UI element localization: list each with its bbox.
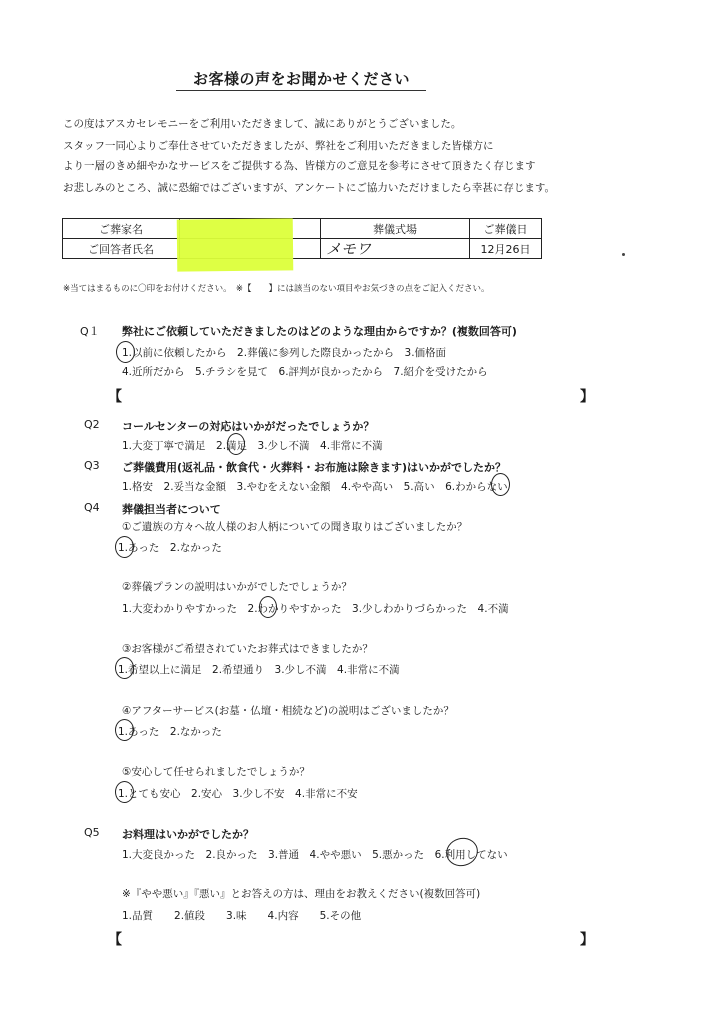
info-table [62, 218, 542, 259]
q4-sub5-answer-circle [115, 781, 134, 803]
q1-bracket-close: 】 [580, 389, 594, 405]
q1-answer-circle [116, 341, 135, 363]
q1-bracket-open: 【 [108, 389, 122, 405]
intro-line-4: お悲しみのところ、誠に恐縮ではございますが、アンケートにご協力いただけましたら幸甚に存じます。 [63, 182, 556, 194]
intro-line-1: この度はアスカセレモニーをご利用いただきまして、誠にありがとうございました。 [63, 118, 462, 130]
q2-options[interactable]: 1.大変丁寧で満足 2.満足 3.少し不満 4.非常に不満 [122, 440, 383, 452]
q1-options-line1[interactable]: 1.以前に依頼したから 2.葬儀に参列した際良かったから 3.価格面 [122, 347, 447, 359]
q4-sub4-question: ④アフターサービス(お墓・仏壇・相続など)の説明はございましたか？ [122, 705, 454, 717]
q4-sub5-question: ⑤安心して任せられましたでしょうか？ [122, 766, 310, 778]
q3-answer-circle [491, 473, 510, 496]
q4-sub3-question: ③お客様がご希望されていたお葬式はできましたか？ [122, 643, 373, 655]
q5-number: Q5 [84, 826, 100, 839]
q3-question: ご葬儀費用(返礼品・飲食代・火葬料・お布施は除きます)はいかがでしたか？ [122, 461, 507, 474]
intro-line-3: より一層のきめ細やかなサービスをご提供する為、皆様方のご意見を参考にさせて頂きたく存じます [63, 160, 536, 172]
q4-question: 葬儀担当者について [122, 503, 221, 516]
q4-sub1-answer-circle [115, 536, 134, 558]
q4-sub3-options[interactable]: 1.希望以上に満足 2.希望通り 3.少し不満 4.非常に不満 [118, 664, 400, 676]
q1-options-line2[interactable]: 4.近所だから 5.チラシを見て 6.評判が良かったから 7.紹介を受けたから [122, 366, 488, 378]
title-underline [176, 90, 426, 91]
q5-bracket-open: 【 [108, 932, 122, 948]
page-title: お客様の声をお聞かせください [193, 70, 411, 88]
venue-label: 葬儀式場 [321, 219, 470, 239]
scan-speck [622, 253, 625, 256]
q5-answer-circle [443, 834, 481, 869]
q5-reason-options[interactable]: 1.品質 2.値段 3.味 4.内容 5.その他 [122, 910, 362, 922]
q5-reason-prompt: ※『やや悪い』『悪い』とお答えの方は、理由をお教えください(複数回答可) [122, 888, 481, 900]
q4-sub4-answer-circle [115, 719, 134, 741]
highlighter-redaction [177, 218, 294, 271]
q4-number: Q4 [84, 501, 100, 514]
q4-sub1-question: ①ご遺族の方々へ故人様のお人柄についての聞き取りはございましたか？ [122, 521, 468, 533]
date-value[interactable]: 12月26日 [470, 239, 542, 259]
q4-sub2-options[interactable]: 1.大変わかりやすかった 2.わかりやすかった 3.少しわかりづらかった 4.不満 [122, 603, 509, 615]
intro-line-2: スタッフ一同心よりご奉仕させていただきましたが、弊社をご利用いただきました皆様方に [63, 140, 494, 152]
q4-sub2-question: ②葬儀プランの説明はいかがでしたでしょうか？ [122, 581, 352, 593]
q4-sub5-options[interactable]: 1.とても安心 2.安心 3.少し不安 4.非常に不安 [118, 788, 358, 800]
respondent-label: ご回答者氏名 [63, 239, 180, 259]
instruction-note: ※当てはまるものに〇印をお付けください。 ※【 】には該当のない項目やお気づきの点をご記入ください。 [63, 284, 490, 294]
q5-options[interactable]: 1.大変良かった 2.良かった 3.普通 4.やや悪い 5.悪かった 6.利用してない [122, 849, 508, 861]
q5-question: お料理はいかがでしたか？ [122, 828, 254, 841]
q1-question: 弊社にご依頼していただきましたのはどのような理由からですか？(複数回答可) [122, 325, 517, 338]
venue-handwritten-value: メモワ [326, 240, 372, 258]
q4-sub1-options[interactable]: 1.あった 2.なかった [118, 542, 222, 554]
q1-number: Q１ [80, 325, 100, 338]
q5-bracket-close: 】 [580, 932, 594, 948]
q3-number: Q3 [84, 459, 100, 472]
date-label: ご葬儀日 [470, 219, 542, 239]
q2-number: Q2 [84, 418, 100, 431]
q3-options[interactable]: 1.格安 2.妥当な金額 3.やむをえない金額 4.やや高い 5.高い 6.わからない [122, 481, 508, 493]
q4-sub3-answer-circle [115, 657, 134, 679]
q4-sub2-answer-circle [259, 596, 277, 618]
family-name-label: ご葬家名 [63, 219, 180, 239]
q2-question: コールセンターの対応はいかがだったでしょうか？ [122, 420, 375, 433]
q4-sub4-options[interactable]: 1.あった 2.なかった [118, 726, 222, 738]
q2-answer-circle [227, 433, 245, 455]
